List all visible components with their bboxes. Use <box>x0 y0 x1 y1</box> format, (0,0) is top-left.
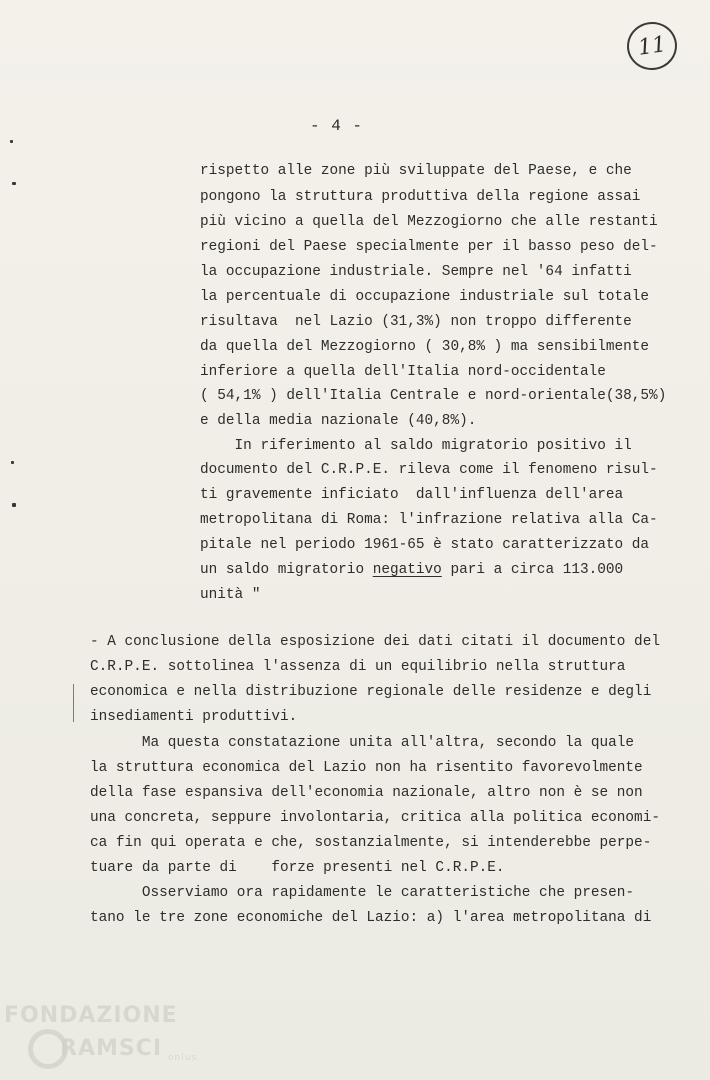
text-line: insediamenti produttivi. <box>90 709 298 725</box>
watermark-logo <box>28 1027 197 1071</box>
text-fragment: pari a circa 113.000 <box>441 562 624 578</box>
text-line: la struttura economica del Lazio non ha risentito favorevolmente <box>90 760 643 776</box>
watermark-onlus: onlus <box>168 1053 198 1063</box>
margin-ink-mark <box>11 461 14 464</box>
text-line: una concreta, seppure involontaria, critica alla politica economi- <box>90 810 660 826</box>
text-line: metropolitana di Roma: l'infrazione relativa alla Ca- <box>200 512 658 528</box>
text-line: regioni del Paese specialmente per il basso peso del- <box>200 239 658 255</box>
text-line: ( 54,1% ) dell'Italia Centrale e nord-orientale(38,5%) <box>200 388 667 404</box>
margin-ink-mark <box>10 140 13 143</box>
text-line: inferiore a quella dell'Italia nord-occidentale <box>200 364 606 380</box>
watermark-name: RAMSCI <box>60 1036 163 1061</box>
underlined-word: negativo <box>372 562 442 578</box>
text-line: più vicino a quella del Mezzogiorno che alle restanti <box>200 214 658 230</box>
archive-number-stamp <box>624 19 680 73</box>
text-line: la occupazione industriale. Sempre nel '64 infatti <box>200 264 632 280</box>
text-line: risultava nel Lazio (31,3%) non troppo differente <box>200 314 632 330</box>
text-line: Osserviamo ora rapidamente le caratteristiche che presen- <box>90 885 635 901</box>
text-line: unità " <box>200 587 261 603</box>
text-line: C.R.P.E. sottolinea l'assenza di un equilibrio nella struttura <box>90 659 626 675</box>
text-line: da quella del Mezzogiorno ( 30,8% ) ma sensibilmente <box>200 339 650 355</box>
text-line: ti gravemente inficiato dall'influenza dell'area <box>200 487 624 503</box>
margin-ink-mark <box>12 503 16 507</box>
text-line: Ma questa constatazione unita all'altra, secondo la quale <box>90 735 635 751</box>
text-line: tano le tre zone economiche del Lazio: a) l'area metropolitana di <box>90 910 652 926</box>
text-line: ca fin qui operata e che, sostanzialmente, si intenderebbe perpe- <box>90 835 652 851</box>
fondazione-gramsci-watermark <box>4 1003 198 1063</box>
text-line: rispetto alle zone più sviluppate del Paese, e che <box>200 163 632 179</box>
margin-bracket-mark <box>73 684 78 722</box>
page-number: - 4 - <box>310 117 364 135</box>
text-line: la percentuale di occupazione industriale sul totale <box>200 289 650 305</box>
text-line: e della media nazionale (40,8%). <box>200 413 477 429</box>
text-line <box>200 560 623 580</box>
archive-number: 11 <box>636 31 668 61</box>
text-fragment: un saldo migratorio <box>200 562 373 578</box>
text-line: pitale nel periodo 1961-65 è stato caratterizzato da <box>200 537 650 553</box>
text-line: In riferimento al saldo migratorio positivo il <box>200 438 632 454</box>
text-line: documento del C.R.P.E. rileva come il fenomeno risul- <box>200 462 658 478</box>
text-line: economica e nella distribuzione regionale delle residenze e degli <box>90 684 652 700</box>
watermark-title: FONDAZIONE <box>4 1003 178 1028</box>
text-line: pongono la struttura produttiva della regione assai <box>200 189 641 205</box>
text-line: della fase espansiva dell'economia nazionale, altro non è se non <box>90 785 643 801</box>
text-line: - A conclusione della esposizione dei dati citati il documento del <box>90 634 660 650</box>
text-line: tuare da parte di forze presenti nel C.R.P.E. <box>90 860 505 876</box>
margin-ink-mark <box>12 182 16 185</box>
